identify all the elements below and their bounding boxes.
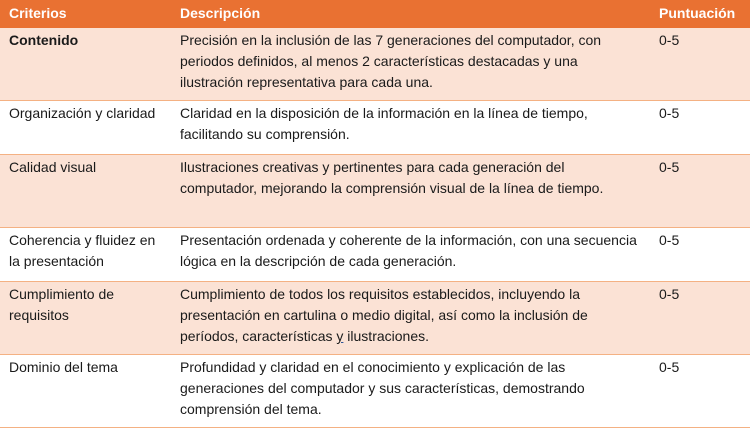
score-cell: 0-5 bbox=[650, 355, 750, 428]
score-cell: 0-5 bbox=[650, 155, 750, 228]
header-score: Puntuación bbox=[650, 0, 750, 28]
criteria-cell: Organización y claridad bbox=[0, 101, 171, 155]
score-cell: 0-5 bbox=[650, 28, 750, 101]
header-description: Descripción bbox=[171, 0, 650, 28]
criteria-cell: Cumplimiento de requisitos bbox=[0, 282, 171, 355]
criteria-cell: Coherencia y fluidez en la presentación bbox=[0, 228, 171, 282]
criteria-cell: Dominio del tema bbox=[0, 355, 171, 428]
description-cell: Precisión en la inclusión de las 7 generaciones del computador, con periodos definidos, al menos 2 características destacadas y una ilustración representativa para cada una. bbox=[171, 28, 650, 101]
description-cell: Claridad en la disposición de la información en la línea de tiempo, facilitando su comprensión. bbox=[171, 101, 650, 155]
score-cell: 0-5 bbox=[650, 282, 750, 355]
description-underlined-word: y bbox=[336, 328, 344, 344]
table-row-organizacion bbox=[0, 101, 750, 155]
description-cell: Profundidad y claridad en el conocimiento y explicación de las generaciones del computador y sus características, demostrando comprensión del tema. bbox=[171, 355, 650, 428]
description-cell bbox=[171, 282, 650, 355]
description-text-end: ilustraciones. bbox=[343, 328, 429, 344]
score-cell: 0-5 bbox=[650, 228, 750, 282]
description-cell: Ilustraciones creativas y pertinentes para cada generación del computador, mejorando la comprensión visual de la línea de tiempo. bbox=[171, 155, 650, 228]
table-row-cumplimiento bbox=[0, 282, 750, 355]
header-row bbox=[0, 0, 750, 28]
header-criteria: Criterios bbox=[0, 0, 171, 28]
table-row-contenido bbox=[0, 28, 750, 101]
score-cell: 0-5 bbox=[650, 101, 750, 155]
description-text: Cumplimiento de todos los requisitos establecidos, incluyendo la presentación en cartulina o medio digital, así como la inclusión de períodos, características bbox=[180, 286, 588, 344]
table-row-coherencia bbox=[0, 228, 750, 282]
description-cell: Presentación ordenada y coherente de la información, con una secuencia lógica en la descripción de cada generación. bbox=[171, 228, 650, 282]
table-row-dominio bbox=[0, 355, 750, 428]
criteria-cell: Contenido bbox=[0, 28, 171, 101]
table-row-calidad-visual bbox=[0, 155, 750, 228]
criteria-cell: Calidad visual bbox=[0, 155, 171, 228]
